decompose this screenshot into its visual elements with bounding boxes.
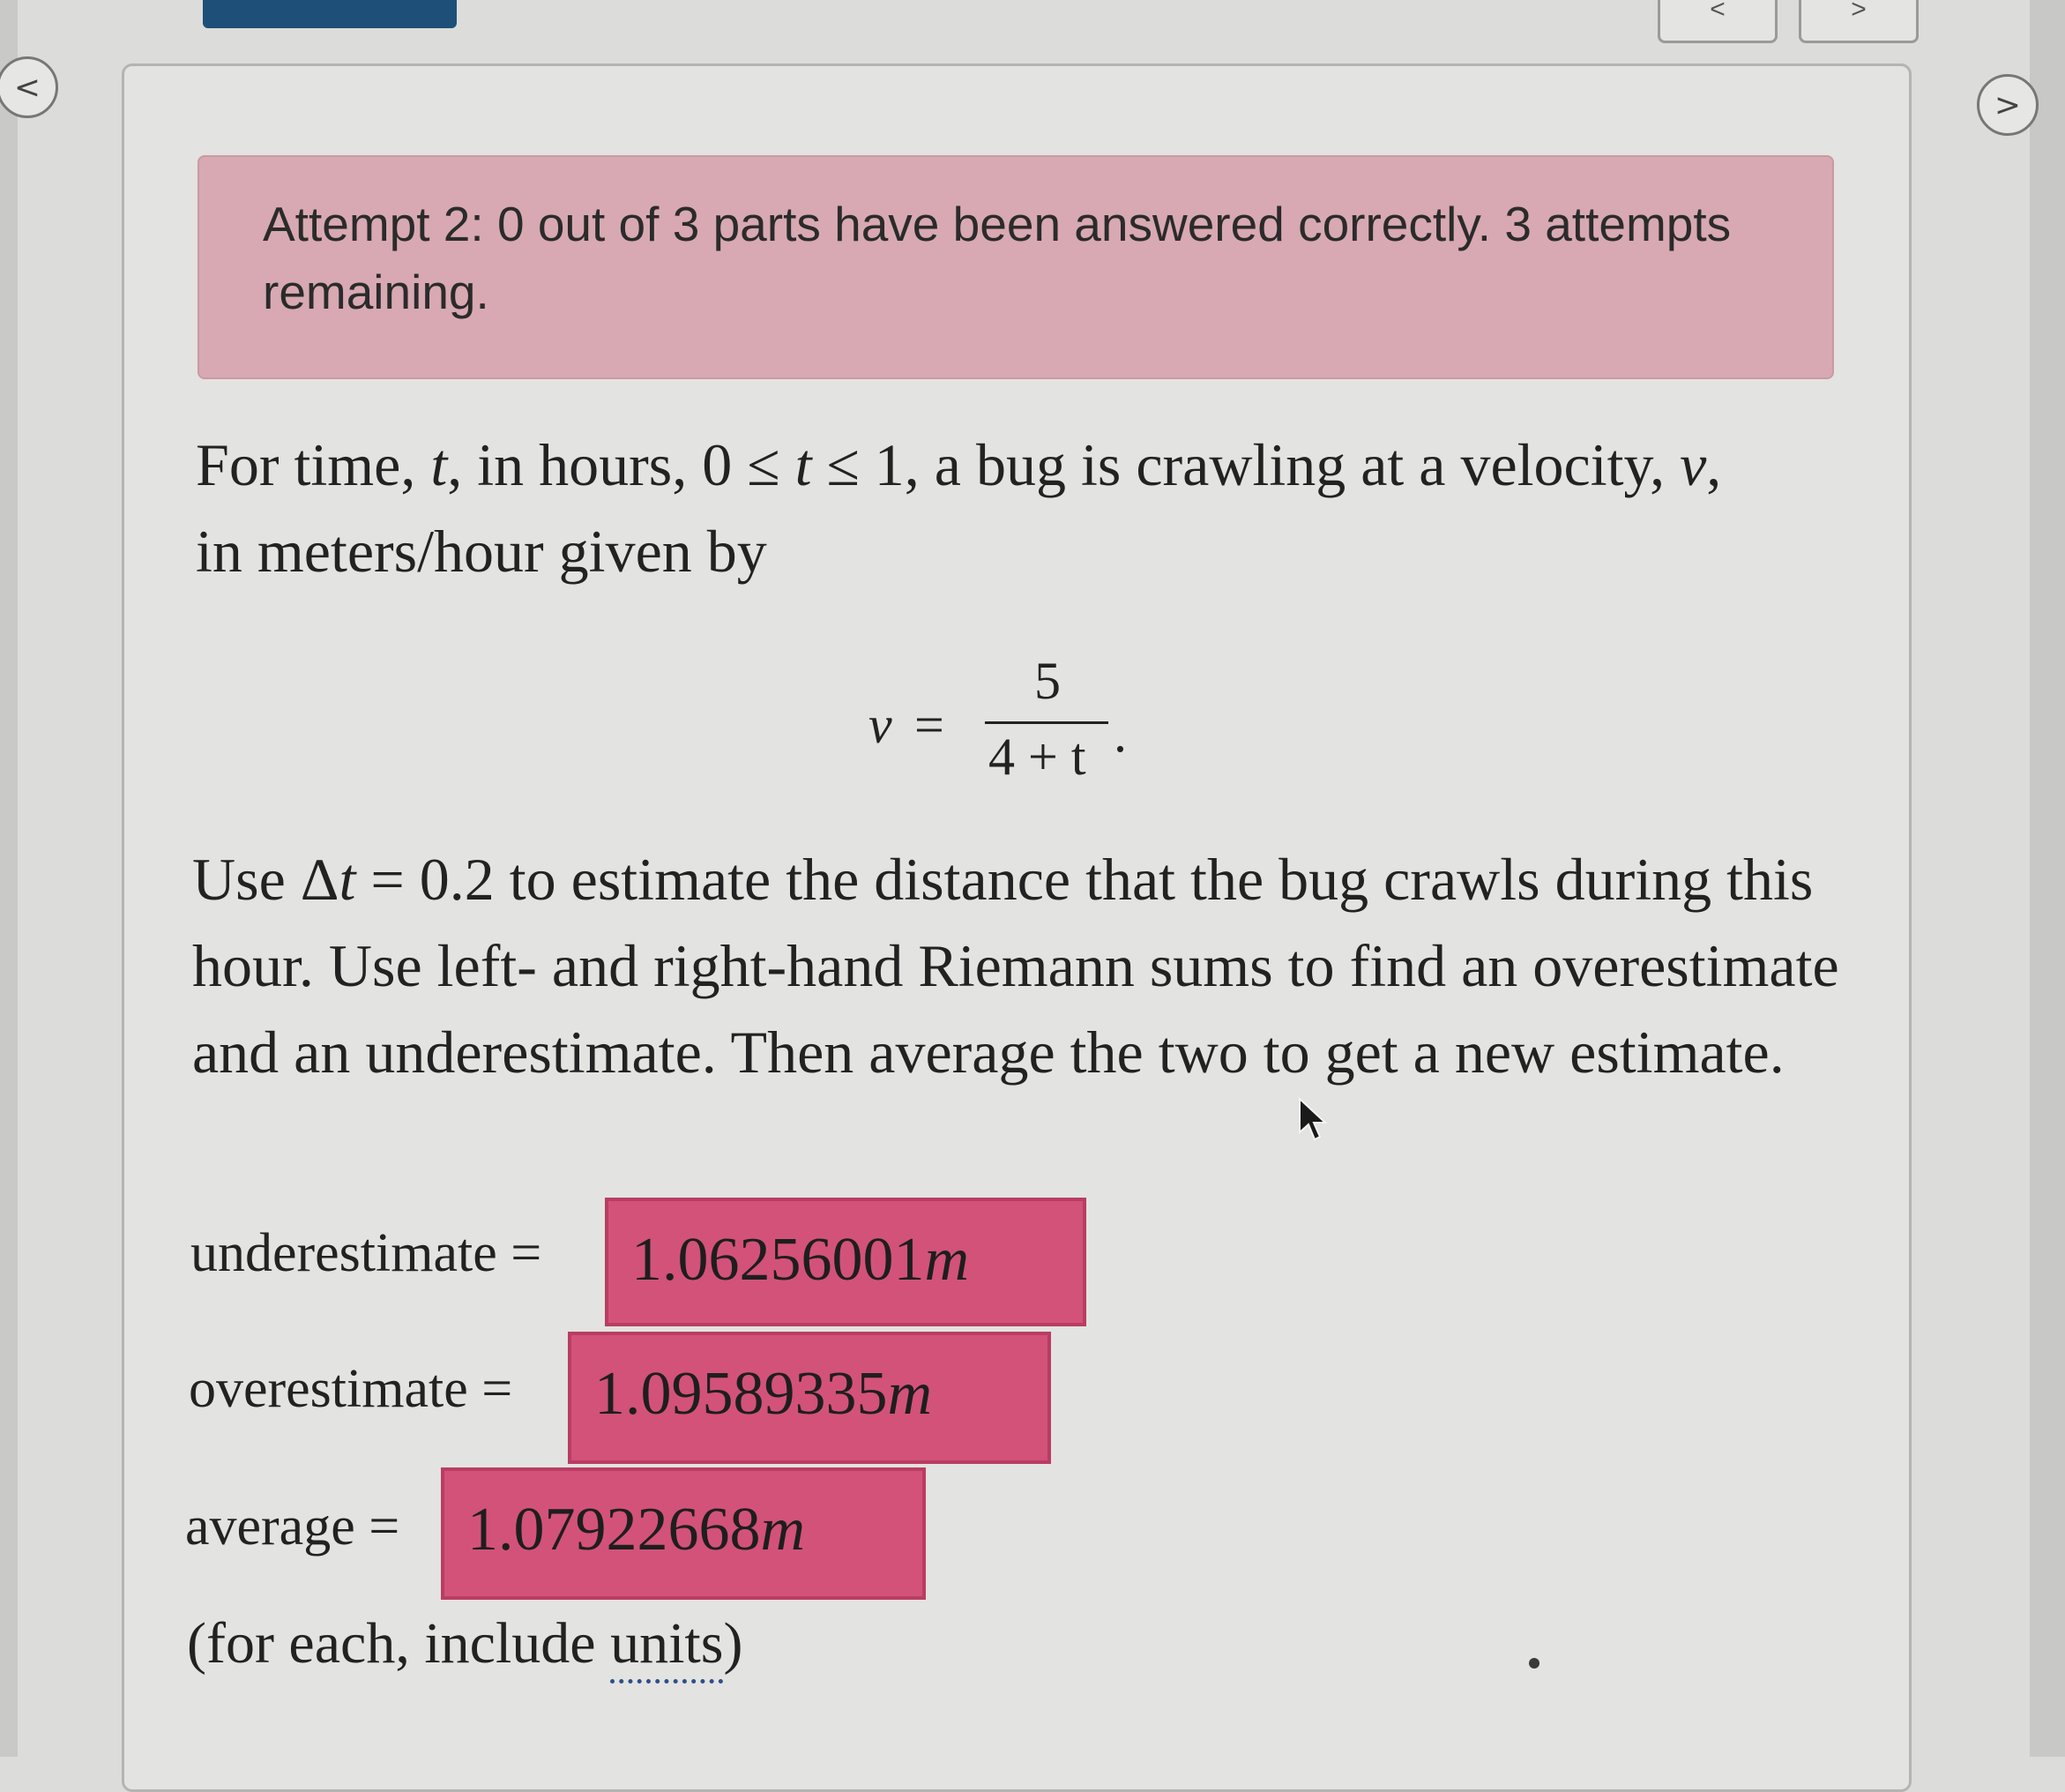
right-edge [2030,0,2065,1757]
chevron-left-icon: < [1710,0,1726,24]
unit-m: m [924,1226,970,1294]
top-prev-button[interactable] [1658,0,1778,43]
task-text: Use Δ [192,846,339,913]
task-text: = 0.2 to estimate the distance that the bug crawls during this hour. Use left- and right-hand Riemann sums to find an overestimate and an underestimate. Then average the two to get a new estimate. [192,846,1839,1086]
variable-t: t [794,431,812,498]
chevron-right-icon: > [1994,87,2022,123]
problem-text: , [1706,431,1722,498]
units-note-text: (for each, include [187,1611,611,1676]
problem-statement [196,422,1853,594]
variable-t: t [430,431,448,498]
underestimate-value: 1.06256001 [631,1226,925,1294]
task-statement [192,836,1850,1095]
variable-v: v [1680,431,1707,498]
chevron-right-icon: > [1851,0,1867,24]
attempt-alert [198,155,1834,379]
overestimate-input[interactable] [568,1332,1051,1464]
next-question-button[interactable] [1977,74,2039,136]
equation-denominator: 4 + t [988,728,1086,786]
equation-equals: = [914,696,944,754]
velocity-equation [868,651,1151,792]
header-button[interactable] [203,0,457,28]
prev-question-button[interactable] [0,56,58,118]
equation-lhs: v [868,696,892,754]
overestimate-label: overestimate = [189,1359,513,1419]
problem-text: ≤ 1, a bug is crawling at a velocity, [811,431,1681,498]
problem-text: , in hours, 0 ≤ [447,431,795,498]
units-note [187,1610,742,1677]
left-edge [0,0,18,1757]
chevron-left-icon: < [13,70,41,106]
fraction-bar [985,721,1108,724]
stray-dot [1529,1658,1539,1669]
attempt-alert-text: Attempt 2: 0 out of 3 parts have been answered correctly. 3 attempts remaining. [263,197,1732,319]
unit-m: m [760,1496,806,1564]
average-input[interactable] [441,1467,926,1600]
underestimate-input[interactable] [605,1198,1086,1326]
problem-text: in meters/hour given by [196,518,767,585]
unit-m: m [887,1360,933,1428]
average-value: 1.07922668 [467,1496,761,1564]
equation-numerator: 5 [1034,652,1061,710]
overestimate-value: 1.09589335 [594,1360,888,1428]
units-help-link[interactable]: units [610,1611,723,1684]
units-note-text: ) [723,1611,743,1676]
variable-t: t [339,846,356,913]
problem-text: For time, [196,431,431,498]
equation-period: . [1114,705,1127,763]
average-label: average = [185,1497,400,1557]
underestimate-label: underestimate = [190,1223,542,1283]
top-next-button[interactable] [1799,0,1919,43]
mouse-cursor-icon [1298,1097,1330,1143]
